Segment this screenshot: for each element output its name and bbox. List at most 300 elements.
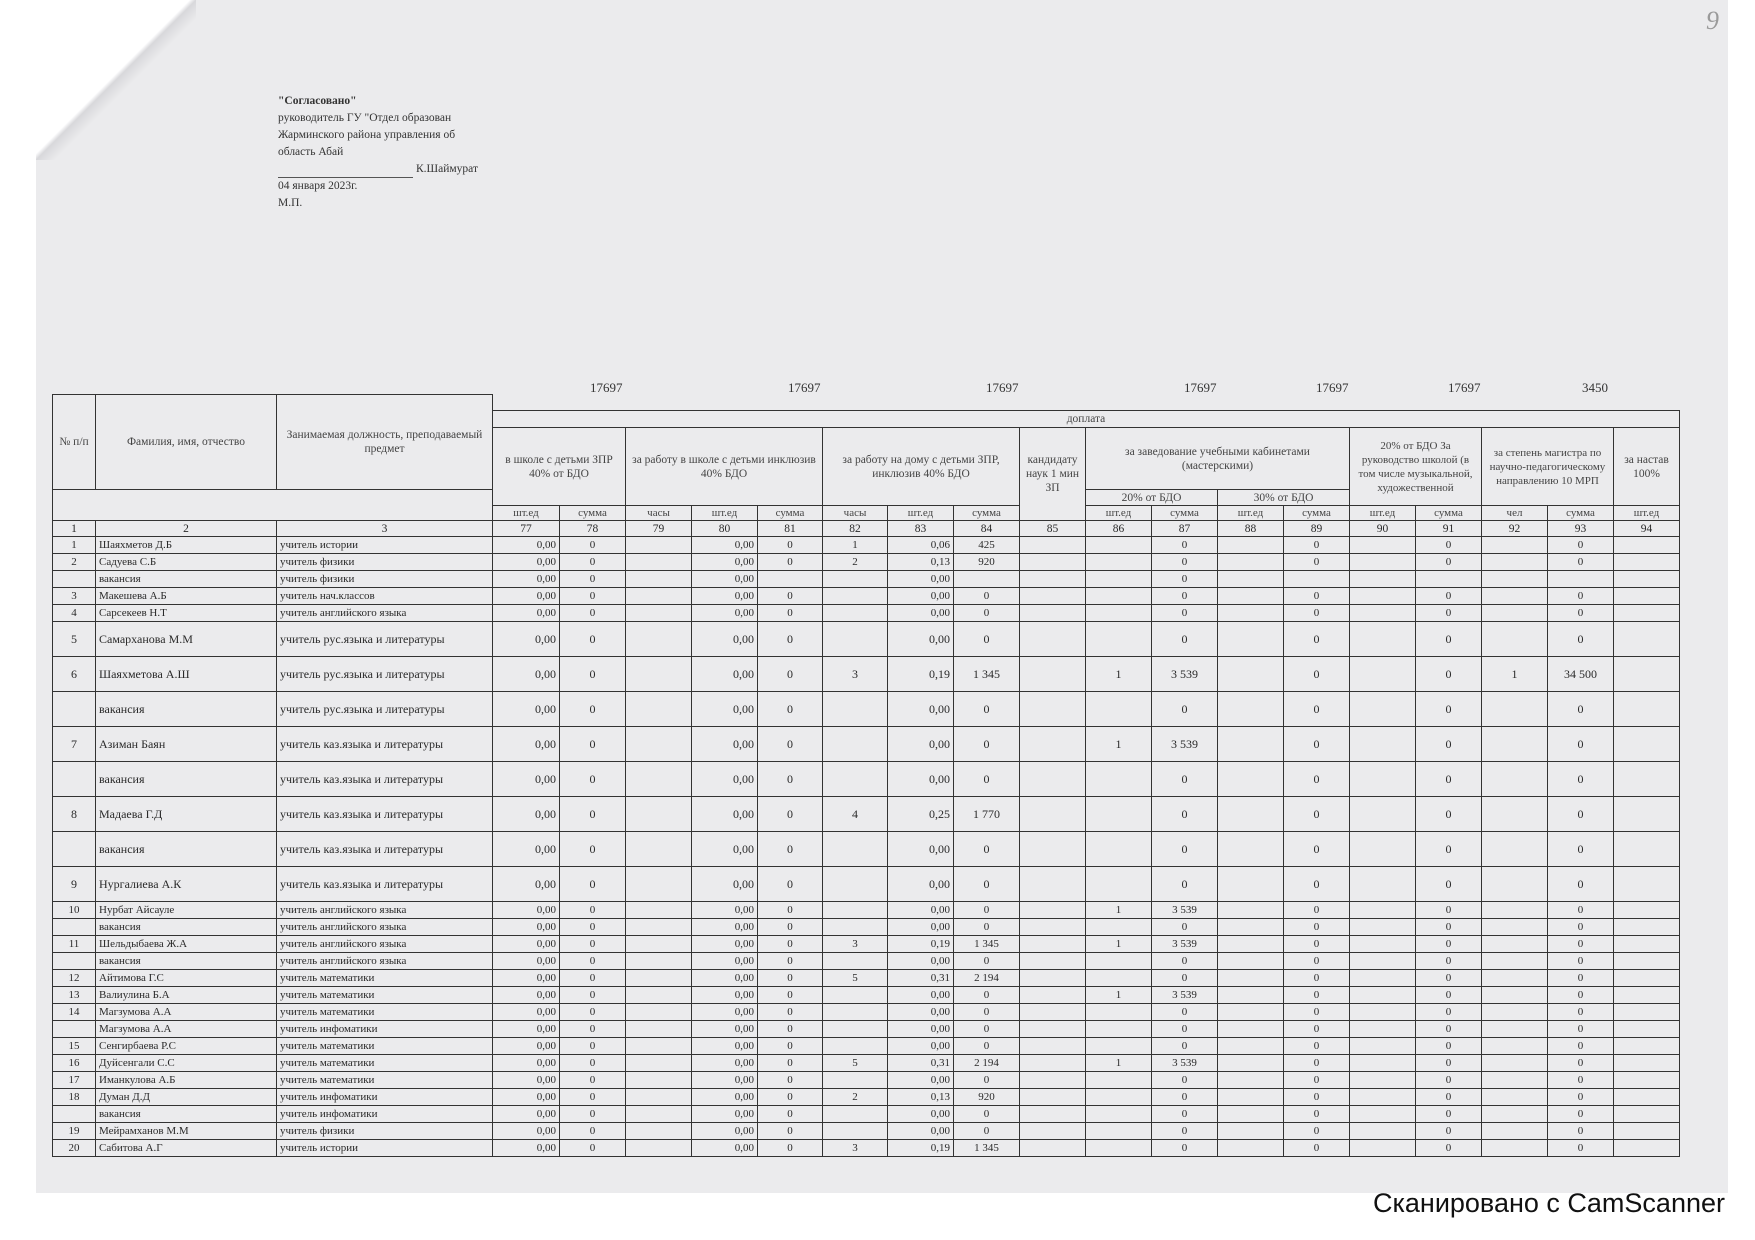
cell-value: 0 — [1416, 936, 1482, 953]
cell-value: 0 — [1416, 1038, 1482, 1055]
cell-value — [1020, 1038, 1086, 1055]
cell-value: 0 — [1284, 1038, 1350, 1055]
rate-label: 17697 — [1448, 380, 1481, 395]
cell-value: 0,00 — [692, 970, 758, 987]
cell-value: 2 194 — [954, 1055, 1020, 1072]
cell-value: 0 — [1152, 832, 1218, 867]
cell-value: 0 — [560, 727, 626, 762]
cell-value — [1020, 902, 1086, 919]
cell-value: 0,00 — [692, 762, 758, 797]
cell-value: 0,31 — [888, 970, 954, 987]
cell-value — [1482, 762, 1548, 797]
unit-label: чел — [1482, 506, 1548, 521]
cell-value — [1020, 1123, 1086, 1140]
cell-value — [1086, 1021, 1152, 1038]
cell-value: 0 — [560, 1072, 626, 1089]
cell-value — [1218, 1072, 1284, 1089]
cell-value: 0,00 — [692, 692, 758, 727]
cell-value: 0 — [1548, 762, 1614, 797]
cell-value — [1350, 571, 1416, 588]
cell-value: 0 — [1284, 1106, 1350, 1123]
cell-position: учитель английского языка — [277, 953, 493, 970]
cell-value: 0 — [560, 1089, 626, 1106]
cell-name: Нургалиева А.К — [96, 867, 277, 902]
cell-value — [1020, 1021, 1086, 1038]
cell-value — [1086, 797, 1152, 832]
cell-num — [53, 953, 96, 970]
cell-value: 3 — [823, 657, 888, 692]
table-row — [53, 867, 1680, 902]
cell-value — [1482, 1038, 1548, 1055]
unit-label: сумма — [1548, 506, 1614, 521]
cell-value — [1350, 987, 1416, 1004]
cell-value — [626, 605, 692, 622]
cell-value: 0,00 — [888, 1021, 954, 1038]
cell-value — [1482, 1106, 1548, 1123]
cell-position: учитель инфоматики — [277, 1106, 493, 1123]
cell-value: 0 — [1152, 1038, 1218, 1055]
cell-value: 0,00 — [692, 1140, 758, 1157]
cell-value: 0,00 — [493, 987, 560, 1004]
table-row — [53, 588, 1680, 605]
approval-stamp: М.П. — [278, 197, 303, 209]
approval-block — [278, 93, 493, 212]
cell-value: 0 — [1284, 797, 1350, 832]
cell-value: 1 — [823, 537, 888, 554]
cell-value — [1350, 1021, 1416, 1038]
cell-value: 0,00 — [888, 987, 954, 1004]
cell-value — [1614, 1038, 1680, 1055]
cell-value — [1482, 832, 1548, 867]
cell-value: 0 — [1416, 867, 1482, 902]
cell-value — [1218, 1021, 1284, 1038]
cell-value: 0,00 — [888, 953, 954, 970]
header-music-school: 20% от БДО За руководство школой (в том числе музыкальной, художественной — [1350, 428, 1482, 506]
cell-value: 0 — [1548, 953, 1614, 970]
column-number-row — [53, 521, 1680, 537]
cell-num: 17 — [53, 1072, 96, 1089]
cell-value: 0,00 — [493, 1021, 560, 1038]
cell-value: 0,00 — [493, 1055, 560, 1072]
cell-value: 0 — [1548, 1072, 1614, 1089]
cell-value — [1218, 1055, 1284, 1072]
cell-value: 2 — [823, 1089, 888, 1106]
column-number: 80 — [692, 521, 758, 537]
cell-value — [1086, 1123, 1152, 1140]
cell-value: 1 — [1086, 727, 1152, 762]
table-row — [53, 727, 1680, 762]
cell-value — [823, 987, 888, 1004]
cell-value — [1020, 797, 1086, 832]
cell-value — [823, 692, 888, 727]
cell-value: 0 — [758, 622, 823, 657]
cell-value — [626, 902, 692, 919]
column-number: 82 — [823, 521, 888, 537]
cell-value: 0 — [1284, 867, 1350, 902]
cell-value: 0 — [560, 953, 626, 970]
cell-value — [1416, 571, 1482, 588]
cell-value — [1218, 657, 1284, 692]
table-row — [53, 797, 1680, 832]
cell-value: 0 — [954, 1123, 1020, 1140]
cell-position: учитель математики — [277, 1038, 493, 1055]
cell-value: 0 — [1284, 762, 1350, 797]
approval-title: "Согласовано" — [278, 95, 357, 107]
cell-value: 0 — [1548, 727, 1614, 762]
cell-value — [1614, 1072, 1680, 1089]
cell-value — [1020, 622, 1086, 657]
cell-value: 0,00 — [493, 692, 560, 727]
header-zpr: в школе с детьми ЗПР 40% от БДО — [493, 428, 626, 506]
cell-value — [1020, 692, 1086, 727]
header-cabinets: за заведование учебными кабинетами (мастерскими) — [1086, 428, 1350, 490]
cell-value: 0 — [560, 657, 626, 692]
cell-value: 0 — [758, 537, 823, 554]
cell-value — [1086, 537, 1152, 554]
cell-value: 0,00 — [692, 1089, 758, 1106]
header-spacer — [493, 395, 1680, 411]
cell-value — [1218, 987, 1284, 1004]
header-inclusion-home: за работу на дому с детьми ЗПР, инклюзив 40% БДО — [823, 428, 1020, 506]
cell-value — [1350, 1055, 1416, 1072]
table-row — [53, 1106, 1680, 1123]
cell-value: 0 — [560, 919, 626, 936]
cell-position: учитель каз.языка и литературы — [277, 832, 493, 867]
cell-name: Шельдыбаева Ж.А — [96, 936, 277, 953]
cell-value: 0 — [560, 1021, 626, 1038]
cell-value — [1614, 588, 1680, 605]
table-row — [53, 605, 1680, 622]
table-row — [53, 692, 1680, 727]
column-number: 79 — [626, 521, 692, 537]
cell-value: 0 — [1548, 537, 1614, 554]
cell-value — [1350, 953, 1416, 970]
table-row — [53, 953, 1680, 970]
cell-value — [1482, 692, 1548, 727]
column-number: 85 — [1020, 521, 1086, 537]
cell-value: 0 — [758, 1072, 823, 1089]
cell-name: вакансия — [96, 692, 277, 727]
cell-value — [1614, 537, 1680, 554]
cell-value — [823, 1038, 888, 1055]
cell-value — [1482, 1089, 1548, 1106]
cell-value: 0,19 — [888, 657, 954, 692]
cell-value: 2 194 — [954, 970, 1020, 987]
cell-value — [823, 727, 888, 762]
cell-value: 0 — [1416, 797, 1482, 832]
cell-value: 0 — [954, 1021, 1020, 1038]
cell-value: 0 — [1284, 1140, 1350, 1157]
cell-value: 0 — [1416, 987, 1482, 1004]
cell-value — [1614, 919, 1680, 936]
cell-name: Думан Д.Д — [96, 1089, 277, 1106]
table-body — [53, 521, 1680, 1157]
cell-value: 0 — [758, 1089, 823, 1106]
cell-name: Сенгирбаева Р.С — [96, 1038, 277, 1055]
cell-num — [53, 1021, 96, 1038]
cell-value — [1020, 571, 1086, 588]
cell-value — [1350, 1089, 1416, 1106]
header-blank — [53, 490, 493, 521]
cell-value — [1614, 622, 1680, 657]
cell-value — [1350, 1140, 1416, 1157]
cell-value: 0 — [1152, 1140, 1218, 1157]
cell-value — [1218, 554, 1284, 571]
cell-value: 0 — [1152, 953, 1218, 970]
cell-value — [1086, 588, 1152, 605]
cell-position: учитель физики — [277, 554, 493, 571]
cell-value: 0 — [758, 657, 823, 692]
cell-value: 0,06 — [888, 537, 954, 554]
cell-value: 0 — [758, 832, 823, 867]
cell-value: 0,00 — [493, 1123, 560, 1140]
cell-num: 3 — [53, 588, 96, 605]
cell-value — [1020, 832, 1086, 867]
cell-num: 9 — [53, 867, 96, 902]
cell-value: 0,00 — [888, 832, 954, 867]
cell-value: 0,00 — [692, 1055, 758, 1072]
header-mentor: за настав 100% — [1614, 428, 1680, 506]
cell-value — [1218, 953, 1284, 970]
cell-value: 3 539 — [1152, 657, 1218, 692]
cell-value: 0,00 — [493, 970, 560, 987]
cell-num: 12 — [53, 970, 96, 987]
cell-value: 3 — [823, 1140, 888, 1157]
cell-value: 0 — [1284, 588, 1350, 605]
cell-value — [1350, 605, 1416, 622]
cell-value: 0 — [1152, 1106, 1218, 1123]
cell-value: 0,00 — [888, 571, 954, 588]
cell-name: Мейрамханов М.М — [96, 1123, 277, 1140]
unit-label: шт.ед — [1218, 506, 1284, 521]
cell-num: 18 — [53, 1089, 96, 1106]
cell-value — [1614, 657, 1680, 692]
cell-value: 0,00 — [692, 657, 758, 692]
cell-value — [1020, 537, 1086, 554]
cell-value: 0,00 — [493, 727, 560, 762]
cell-value — [1614, 1055, 1680, 1072]
cell-value: 0 — [954, 867, 1020, 902]
rate-label: 3450 — [1582, 380, 1608, 395]
cell-value: 3 — [823, 936, 888, 953]
cell-value: 0,00 — [692, 605, 758, 622]
cell-value: 0 — [758, 919, 823, 936]
cell-value — [823, 902, 888, 919]
cell-name: Валиулина Б.А — [96, 987, 277, 1004]
cell-value: 0,00 — [692, 953, 758, 970]
cell-position: учитель английского языка — [277, 902, 493, 919]
table-row — [53, 919, 1680, 936]
cell-value — [1020, 1089, 1086, 1106]
cell-value: 0 — [954, 588, 1020, 605]
cell-value — [1086, 762, 1152, 797]
cell-value — [1482, 554, 1548, 571]
cell-value — [1218, 1106, 1284, 1123]
cell-value: 0 — [1416, 1140, 1482, 1157]
cell-value — [1350, 622, 1416, 657]
cell-name: Шаяхметов Д.Б — [96, 537, 277, 554]
cell-value — [1086, 1106, 1152, 1123]
cell-value: 0 — [1548, 1004, 1614, 1021]
approval-line: руководитель ГУ "Отдел образован — [278, 112, 452, 124]
cell-value: 0 — [758, 987, 823, 1004]
cell-position: учитель каз.языка и литературы — [277, 762, 493, 797]
table-row — [53, 936, 1680, 953]
cell-value: 0 — [758, 867, 823, 902]
cell-value: 0 — [560, 832, 626, 867]
cell-value: 0 — [1284, 953, 1350, 970]
cell-value: 0,00 — [493, 762, 560, 797]
cell-value — [626, 832, 692, 867]
cell-value: 0 — [758, 1055, 823, 1072]
cell-value: 0,00 — [493, 936, 560, 953]
cell-value: 0 — [1284, 919, 1350, 936]
cell-value — [1614, 1123, 1680, 1140]
cell-value — [1614, 727, 1680, 762]
cell-value: 34 500 — [1548, 657, 1614, 692]
cell-value: 0 — [1548, 692, 1614, 727]
cell-value: 0 — [1284, 832, 1350, 867]
cell-value: 0 — [560, 1140, 626, 1157]
cell-value — [1218, 1089, 1284, 1106]
cell-value — [1020, 727, 1086, 762]
cell-value — [1020, 953, 1086, 970]
cell-value: 0 — [1416, 1055, 1482, 1072]
cell-value: 0,00 — [493, 571, 560, 588]
cell-value: 0,13 — [888, 1089, 954, 1106]
cell-num — [53, 1106, 96, 1123]
cell-value: 1 770 — [954, 797, 1020, 832]
cell-value: 0 — [758, 936, 823, 953]
cell-value: 0,00 — [692, 1038, 758, 1055]
cell-value: 1 345 — [954, 657, 1020, 692]
cell-name: Нурбат Айсауле — [96, 902, 277, 919]
cell-value — [1614, 1021, 1680, 1038]
cell-value: 1 — [1086, 1055, 1152, 1072]
cell-value — [823, 1021, 888, 1038]
cell-value: 0 — [1548, 1021, 1614, 1038]
approval-line: область Абай — [278, 146, 344, 158]
cell-value: 920 — [954, 554, 1020, 571]
cell-value — [823, 571, 888, 588]
cell-value: 0,00 — [888, 588, 954, 605]
cell-value — [1350, 692, 1416, 727]
cell-value — [626, 1140, 692, 1157]
cell-value — [1218, 970, 1284, 987]
cell-value — [1482, 953, 1548, 970]
cell-value: 0 — [954, 692, 1020, 727]
rate-label: 17697 — [788, 380, 821, 395]
cell-position: учитель истории — [277, 1140, 493, 1157]
cell-name: Макешева А.Б — [96, 588, 277, 605]
cell-value — [1020, 867, 1086, 902]
cell-value: 0 — [1284, 902, 1350, 919]
cell-value: 0,00 — [692, 867, 758, 902]
cell-value: 0,00 — [493, 832, 560, 867]
cell-value: 0,13 — [888, 554, 954, 571]
cell-value: 0 — [758, 970, 823, 987]
cell-value: 0,00 — [692, 1106, 758, 1123]
cell-value — [626, 1038, 692, 1055]
cell-name: Магзумова А.А — [96, 1021, 277, 1038]
cell-value: 0,00 — [888, 1038, 954, 1055]
cell-value: 0 — [1548, 622, 1614, 657]
cell-value: 0,00 — [692, 1004, 758, 1021]
cell-value — [1086, 692, 1152, 727]
cell-value — [1218, 692, 1284, 727]
cell-value: 0 — [1152, 867, 1218, 902]
cell-value: 0 — [560, 605, 626, 622]
cell-value — [1020, 919, 1086, 936]
cell-value — [1482, 987, 1548, 1004]
cell-value — [1020, 970, 1086, 987]
cell-value: 0 — [1152, 797, 1218, 832]
cell-position: учитель каз.языка и литературы — [277, 797, 493, 832]
cell-value: 0,00 — [493, 588, 560, 605]
cell-value: 0 — [1152, 571, 1218, 588]
cell-name: вакансия — [96, 953, 277, 970]
cell-value: 0 — [954, 1072, 1020, 1089]
cell-value — [1218, 1004, 1284, 1021]
cell-value: 0,00 — [692, 797, 758, 832]
cell-value: 0 — [758, 727, 823, 762]
cell-value: 0,19 — [888, 1140, 954, 1157]
cell-value: 0,00 — [493, 1038, 560, 1055]
cell-value: 0 — [1416, 692, 1482, 727]
cell-value: 0 — [1416, 622, 1482, 657]
cell-value — [1482, 622, 1548, 657]
cell-value: 0 — [1416, 727, 1482, 762]
cell-value: 0 — [1152, 919, 1218, 936]
cell-value — [823, 867, 888, 902]
unit-label: сумма — [1416, 506, 1482, 521]
cell-value: 0 — [1548, 1106, 1614, 1123]
cell-value: 1 — [1086, 987, 1152, 1004]
cell-value — [1614, 987, 1680, 1004]
cell-value: 0,00 — [692, 622, 758, 657]
cell-value: 0,00 — [493, 919, 560, 936]
cell-value: 0 — [560, 936, 626, 953]
cell-name: Иманкулова А.Б — [96, 1072, 277, 1089]
cell-num: 15 — [53, 1038, 96, 1055]
cell-value: 0 — [560, 867, 626, 902]
cell-value — [823, 1123, 888, 1140]
cell-value: 0 — [560, 622, 626, 657]
cell-value: 0 — [560, 1004, 626, 1021]
cell-value — [1020, 1072, 1086, 1089]
cell-value: 0 — [954, 1106, 1020, 1123]
cell-name: Дуйсенгали С.С — [96, 1055, 277, 1072]
approval-line: Жарминского района управления об — [278, 129, 456, 141]
unit-label: шт.ед — [1086, 506, 1152, 521]
column-number: 88 — [1218, 521, 1284, 537]
cell-value — [626, 537, 692, 554]
page-number: 9 — [1706, 6, 1719, 35]
table-row — [53, 1004, 1680, 1021]
cell-value — [1482, 936, 1548, 953]
cell-value: 0,00 — [493, 867, 560, 902]
cell-name: Мадаева Г.Д — [96, 797, 277, 832]
cell-value: 0 — [1284, 1021, 1350, 1038]
cell-value — [626, 588, 692, 605]
cell-value: 0,00 — [692, 832, 758, 867]
cell-value: 0 — [1548, 605, 1614, 622]
cell-value: 0 — [1284, 657, 1350, 692]
cell-value — [1350, 1106, 1416, 1123]
cell-value: 0 — [1152, 762, 1218, 797]
cell-value: 0,00 — [888, 605, 954, 622]
cell-value: 0 — [1152, 692, 1218, 727]
